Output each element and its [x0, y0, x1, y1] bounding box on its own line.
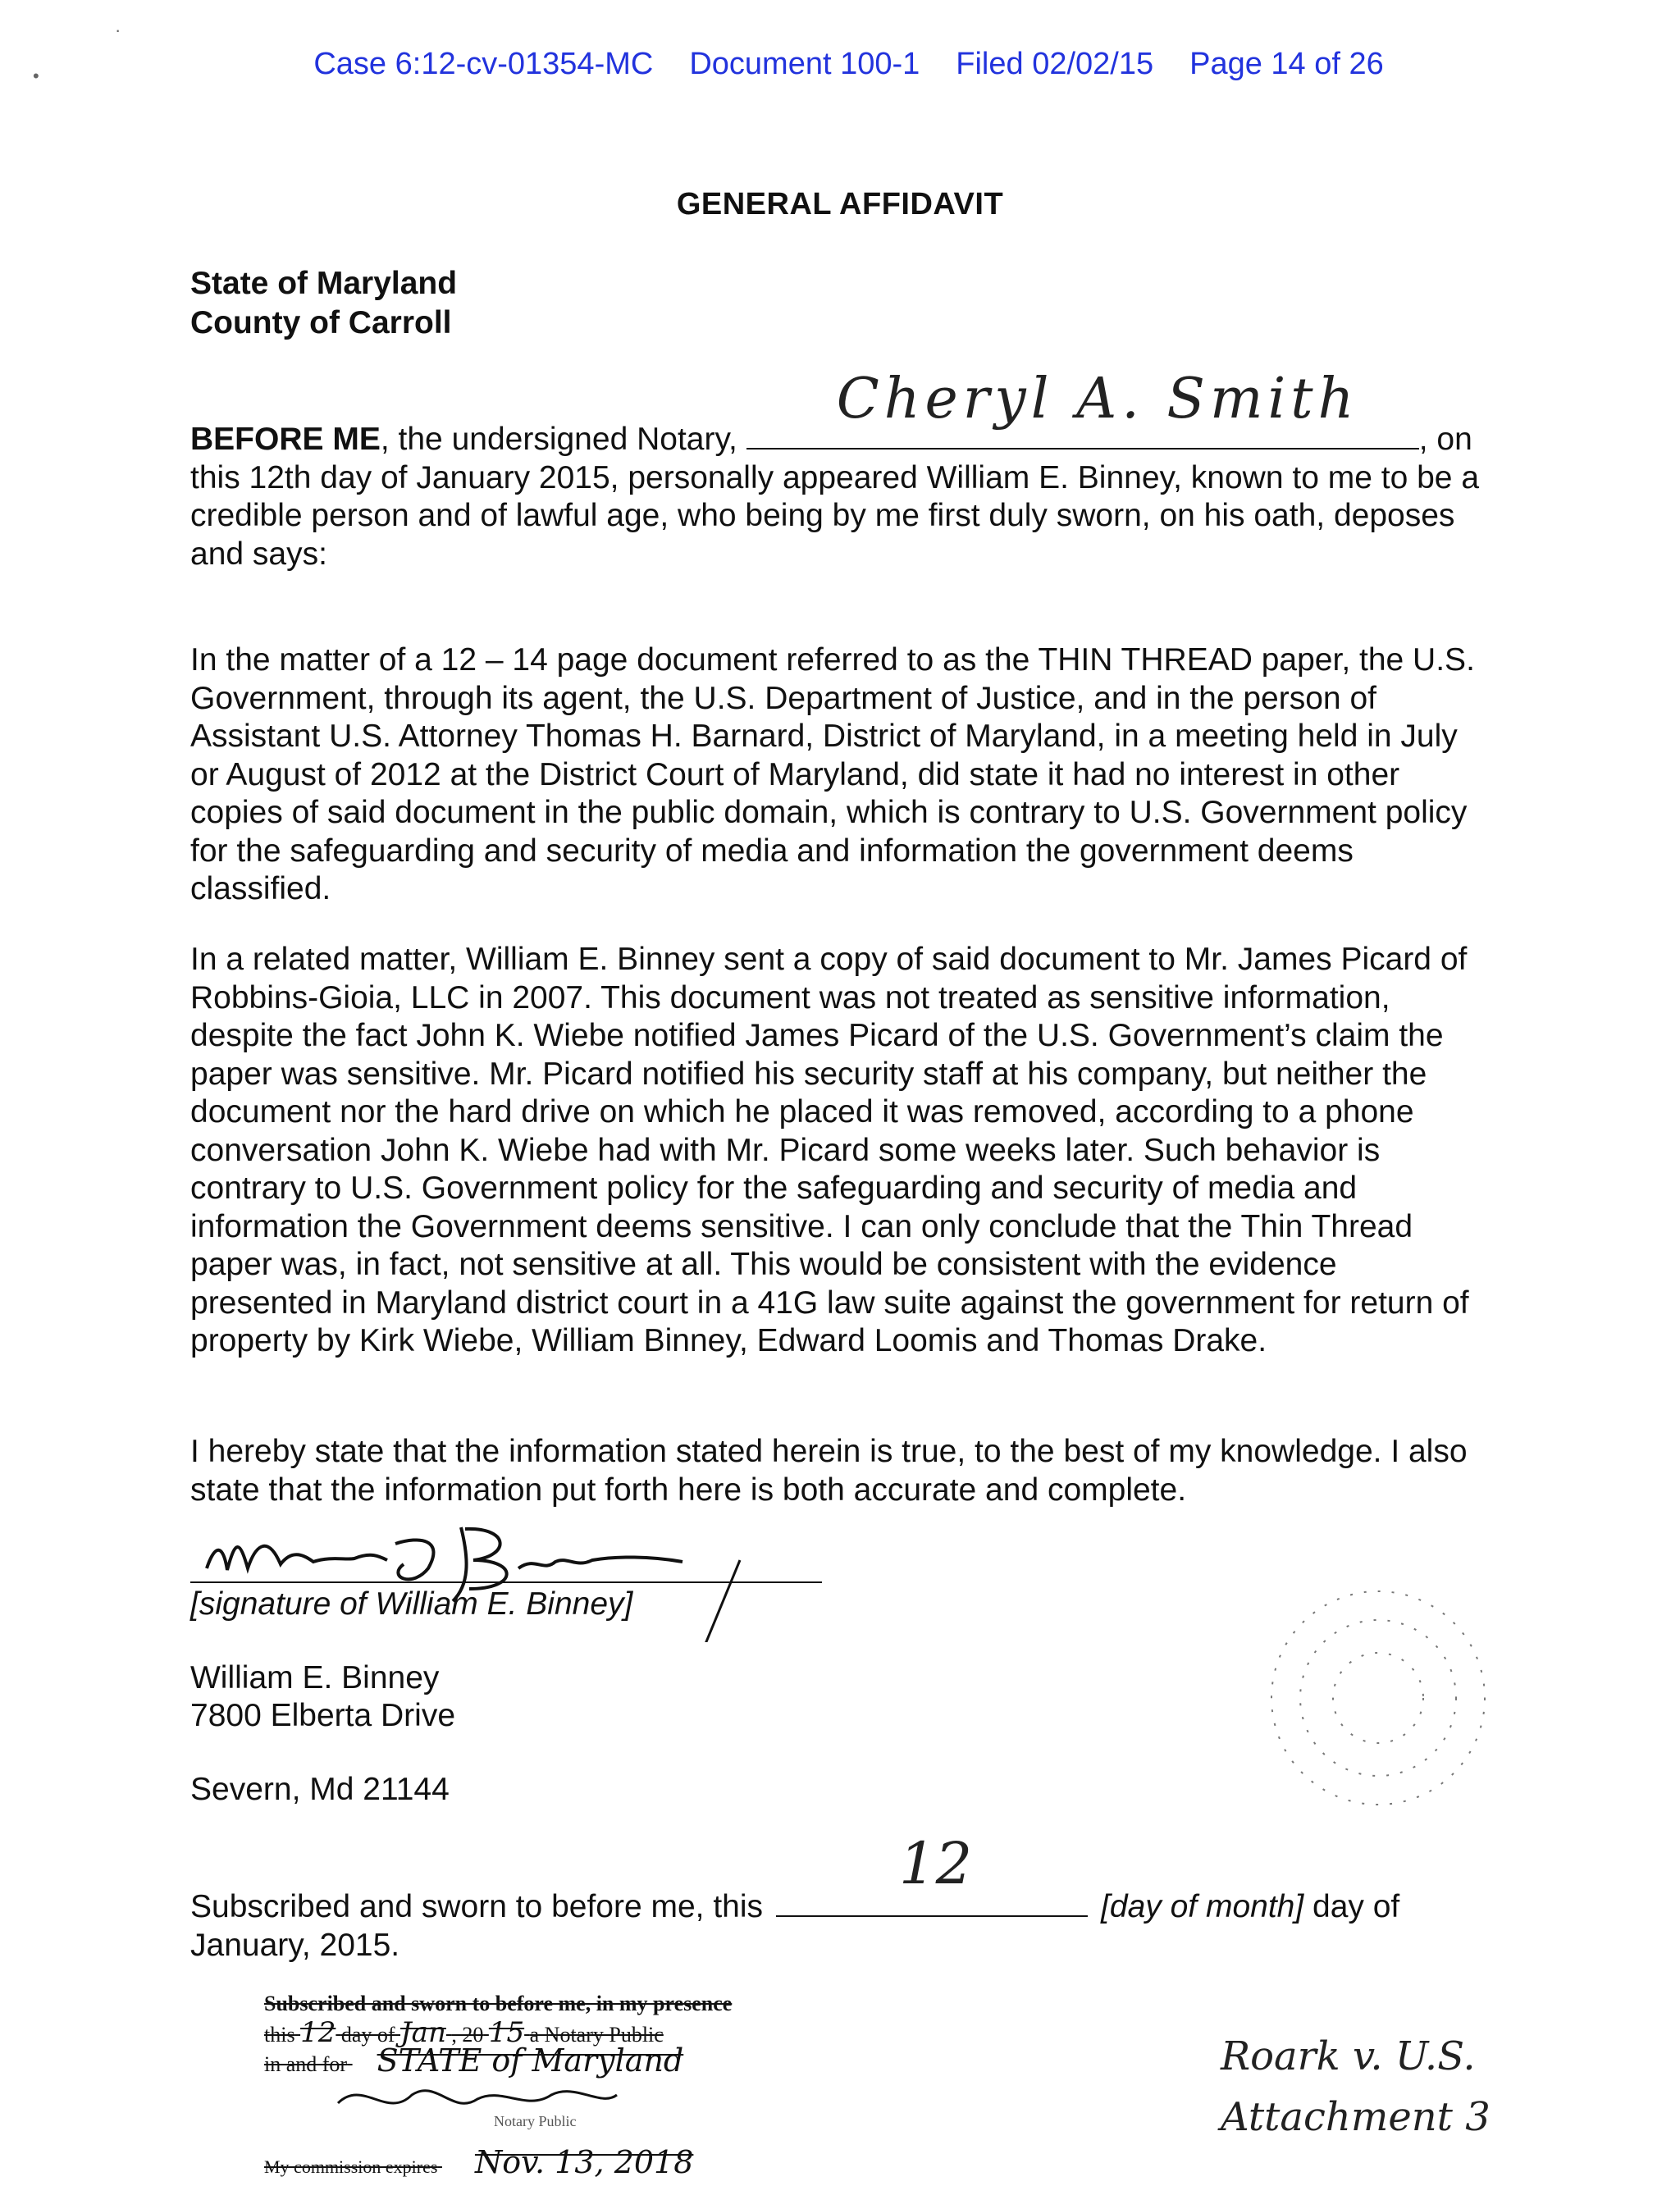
stamp-year-handwritten: 15: [488, 2016, 525, 2049]
case-number: Case 6:12-cv-01354-MC: [313, 47, 654, 81]
notary-name-line: [746, 367, 1419, 450]
paragraph-related-matter: In a related matter, William E. Binney sent a copy of said document to Mr. James Picard of Robbins-Gioia, LLC in 2007. This document was not treated as sensitive information, despite the fact John K. Wiebe notified James Picard of the U.S. Government’s claim the paper was sensitive. Mr. Picard notified his security staff at his company, but neither the document nor the hard drive on which he placed it was removed, according to a phone conversation John K. Wiebe had with Mr. Picard some weeks later. Such behavior is contrary to U.S. Government policy for the safeguarding and security of media and information the Government deems sensitive. I can only conclude that the Thin Thread paper was, in fact, not sensitive at all. This would be consistent with the evidence presented in Maryland district court in a 41G law suite against the government for return of property by Kirk Wiebe, William Binney, Edward Loomis and Thomas Drake.: [190, 942, 1469, 1358]
handwritten-signature: [190, 1511, 929, 1642]
notary-seal-embossed: [1230, 1575, 1526, 1821]
stamp-commission-label: My commission expires: [264, 2156, 438, 2177]
margin-note-attachment: Attachment 3: [1221, 2094, 1491, 2140]
intro-body: on this 12th day of January 2015, personally appeared William E. Binney, known to me to be a credible person and of lawful age, who being by me first duly sworn, on his oath, deposes and says:: [190, 422, 1480, 572]
sworn-text: Subscribed and sworn to before me, this: [190, 1889, 764, 1924]
day-line: [776, 1830, 1088, 1917]
margin-note: [1221, 2026, 1491, 2147]
document-number: Document 100-1: [689, 47, 920, 81]
sworn-day-of: day of: [1303, 1889, 1400, 1924]
sworn-statement: [190, 1830, 1503, 1965]
scan-mark: ·: [115, 20, 121, 40]
document-title: GENERAL AFFIDAVIT: [676, 187, 1004, 221]
stamp-line-1: Subscribed and sworn to before me, in my presence: [264, 1992, 733, 2015]
stamp-in-and-for: in and for: [264, 2052, 348, 2076]
intro-lead: BEFORE ME: [190, 422, 381, 457]
intro-comma: ,: [1418, 422, 1428, 457]
stamp-year-prefix: , 20: [451, 2023, 484, 2047]
page-number: Page 14 of 26: [1189, 47, 1384, 81]
venue-state: State of Maryland: [190, 266, 458, 301]
stamp-month-handwritten: Jan: [400, 2016, 446, 2049]
day-handwritten: 12: [899, 1830, 973, 1897]
stamp-state-handwritten: STATE of Maryland: [377, 2042, 684, 2079]
affiant-name: William E. Binney: [190, 1660, 440, 1695]
margin-note-case: Roark v. U.S.: [1221, 2033, 1476, 2079]
day-hint: [day of month]: [1101, 1889, 1304, 1924]
paragraph-statement: I hereby state that the information stated herein is true, to the best of my knowledge. I also state that the information put forth here is both accurate and complete.: [190, 1434, 1468, 1508]
signature-caption: [signature of William E. Binney]: [190, 1586, 633, 1622]
intro-text: , the undersigned Notary,: [380, 422, 746, 457]
notary-name-handwritten: Cheryl A. Smith: [836, 367, 1359, 431]
stamp-notary-public: a Notary Public: [529, 2023, 664, 2047]
scan-mark: •: [33, 66, 39, 86]
signature-rule: [190, 1581, 822, 1583]
stamp-this: this: [264, 2023, 295, 2047]
affiant-city: Severn, Md 21144: [190, 1772, 450, 1807]
intro-paragraph: [190, 367, 1486, 573]
venue-county: County of Carroll: [190, 305, 452, 340]
stamp-expires-handwritten: Nov. 13, 2018: [474, 2144, 694, 2180]
paragraph-thin-thread: In the matter of a 12 – 14 page document referred to as the THIN THREAD paper, the U.S. Government, through its agent, the U.S. Department of Justice, and in the person of Assistant U.S. Attorney Thomas H. Barnard, District of Maryland, in a meeting held in July or August of 2012 at the District Court of Maryland, did state it had no interest in other copies of said document in the public domain, which is contrary to U.S. Government policy for the safeguarding and security of media and information the government deems classified.: [190, 642, 1475, 906]
sworn-date: January, 2015.: [190, 1928, 400, 1963]
filed-date: Filed 02/02/15: [956, 47, 1154, 81]
notary-stamp: [264, 1992, 871, 2180]
case-header: [0, 11, 1680, 82]
notary-signature: [330, 2070, 625, 2128]
stamp-line-5: [264, 2144, 693, 2180]
stamp-line-4: Notary Public: [494, 2113, 577, 2129]
affiant-street: 7800 Elberta Drive: [190, 1698, 456, 1733]
stamp-day-of: day of: [340, 2023, 395, 2047]
affiant-address: [190, 1659, 455, 1809]
venue-block: [190, 264, 457, 343]
stamp-day-handwritten: 12: [300, 2016, 336, 2049]
